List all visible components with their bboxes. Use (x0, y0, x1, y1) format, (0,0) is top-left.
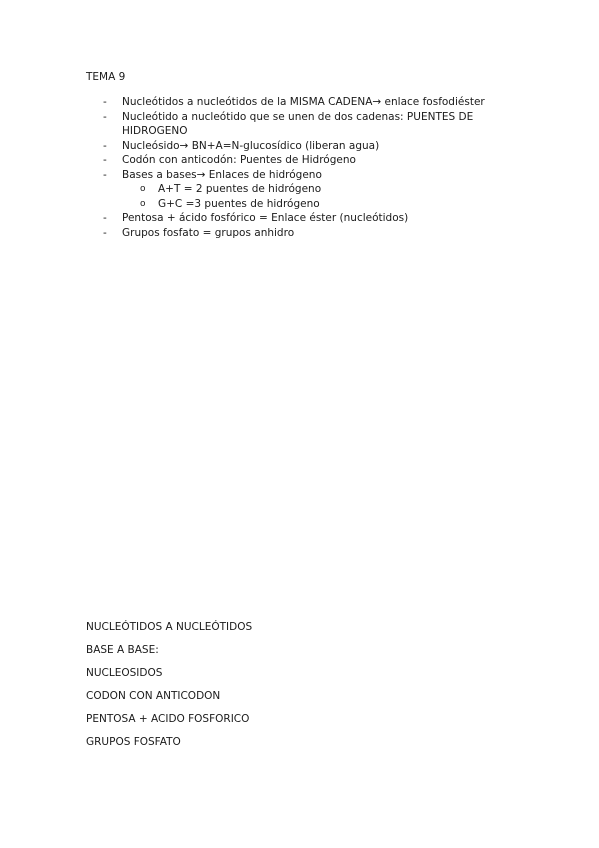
list-item-text: Codón con anticodón: Puentes de Hidrógeno (122, 154, 356, 166)
summary-line: NUCLEOSIDOS (86, 667, 163, 679)
list-item (86, 95, 516, 110)
list-item (86, 226, 516, 241)
dash-bullet: - (103, 154, 107, 166)
list-item (86, 211, 516, 226)
list-item (86, 153, 516, 168)
dash-bullet: - (103, 168, 107, 181)
sub-list-item (122, 197, 516, 212)
summary-line: GRUPOS FOSFATO (86, 736, 181, 748)
list-item-text: Nucleótido a nucleótido que se unen de dos cadenas: PUENTES DE HIDROGENO (122, 110, 474, 137)
summary-line: CODON CON ANTICODON (86, 690, 221, 702)
dash-bullet: - (103, 96, 107, 108)
summary-section (86, 620, 252, 758)
list-item-text: Grupos fosfato = grupos anhidro (122, 226, 295, 239)
circle-bullet: o (140, 198, 146, 209)
list-item (86, 110, 516, 139)
sub-list-item-text: A+T = 2 puentes de hidrógeno (158, 183, 322, 195)
list-item-text: Pentosa + ácido fosfórico = Enlace éster (nucleótidos) (122, 212, 409, 224)
list-item-text: Nucleótidos a nucleótidos de la MISMA CADENA→ enlace fosfodiéster (122, 96, 485, 108)
dash-bullet: - (103, 110, 107, 123)
dash-bullet: - (103, 139, 107, 152)
document-title: TEMA 9 (86, 71, 126, 83)
circle-bullet: o (140, 184, 146, 194)
summary-line: BASE A BASE: (86, 644, 159, 656)
dash-bullet: - (103, 212, 107, 224)
list-item (86, 168, 516, 212)
list-item (86, 139, 516, 154)
summary-line: NUCLEÓTIDOS A NUCLEÓTIDOS (86, 621, 253, 633)
list-item-text: Nucleósido→ BN+A=N-glucosídico (liberan agua) (122, 139, 380, 152)
sub-list-item (122, 182, 516, 197)
dash-bullet: - (103, 226, 107, 239)
sub-list-item-text: G+C =3 puentes de hidrógeno (158, 197, 320, 210)
summary-line: PENTOSA + ACIDO FOSFORICO (86, 713, 250, 725)
bullet-list (86, 95, 516, 240)
sub-bullet-list (122, 182, 516, 211)
list-item-text: Bases a bases→ Enlaces de hidrógeno (122, 168, 322, 181)
